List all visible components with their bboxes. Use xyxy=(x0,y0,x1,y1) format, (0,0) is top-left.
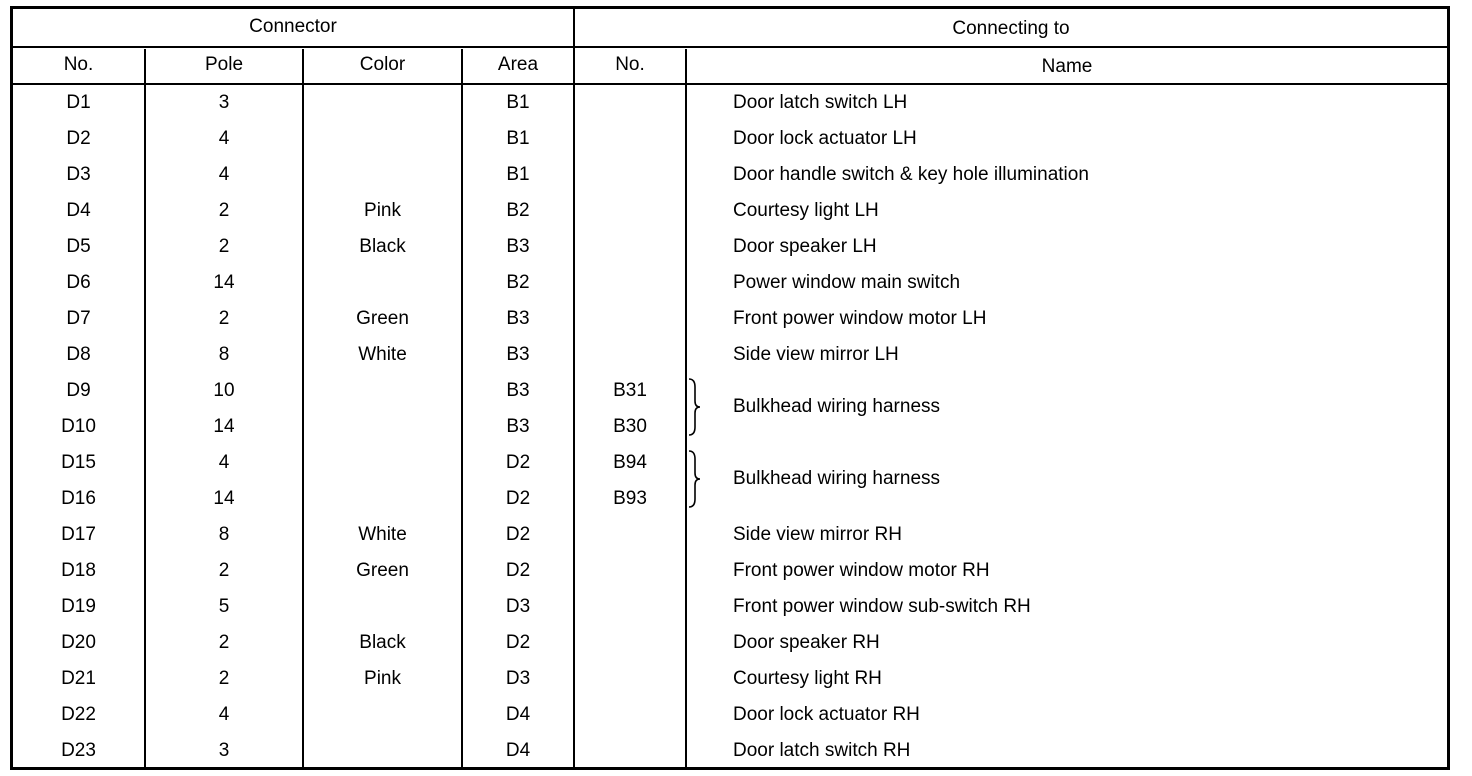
cell-pole: 4 xyxy=(218,128,230,149)
connector-table xyxy=(10,6,1450,770)
cell-conn-no: B93 xyxy=(613,488,647,509)
right-brace-icon xyxy=(685,377,705,437)
cell-color: Black xyxy=(359,236,406,257)
cell-color xyxy=(304,481,461,517)
header-col-name: Name xyxy=(1041,56,1093,77)
brace-group-name: Bulkhead wiring harness xyxy=(733,396,941,417)
cell-conn-no: B94 xyxy=(613,452,647,473)
cell-color: Black xyxy=(359,632,406,653)
cell-pole: 2 xyxy=(218,560,230,581)
cell-name: Door handle switch & key hole illumination xyxy=(733,164,1089,185)
cell-color xyxy=(304,697,461,733)
cell-pole: 8 xyxy=(218,344,230,365)
cell-no: D22 xyxy=(61,704,96,725)
brace-group-name: Bulkhead wiring harness xyxy=(733,468,941,489)
cell-conn-no xyxy=(575,697,685,733)
cell-area: B3 xyxy=(506,416,530,437)
cell-name: Door lock actuator RH xyxy=(733,704,920,725)
cell-pole: 14 xyxy=(213,272,235,293)
cell-conn-no xyxy=(575,589,685,625)
cell-pole: 14 xyxy=(213,416,235,437)
cell-area: D2 xyxy=(505,452,531,473)
cell-no: D23 xyxy=(61,740,96,761)
cell-color: Pink xyxy=(364,668,401,689)
right-brace-icon xyxy=(685,449,705,509)
cell-area: B1 xyxy=(506,164,530,185)
cell-conn-no xyxy=(575,157,685,193)
cell-no: D3 xyxy=(66,164,91,185)
header-col-no: No. xyxy=(63,54,94,75)
cell-no: D17 xyxy=(61,524,96,545)
cell-name: Front power window motor RH xyxy=(733,560,990,581)
cell-area: B1 xyxy=(506,92,530,113)
cell-color xyxy=(304,409,461,445)
cell-no: D7 xyxy=(66,308,91,329)
cell-pole: 4 xyxy=(218,164,230,185)
cell-no: D19 xyxy=(61,596,96,617)
cell-color xyxy=(304,157,461,193)
cell-pole: 3 xyxy=(218,740,230,761)
header-col-color: Color xyxy=(359,54,406,75)
cell-pole: 14 xyxy=(213,488,235,509)
cell-area: B3 xyxy=(506,308,530,329)
cell-conn-no xyxy=(575,553,685,589)
cell-name: Courtesy light LH xyxy=(733,200,879,221)
cell-color xyxy=(304,121,461,157)
cell-area: D3 xyxy=(505,668,531,689)
cell-color: Green xyxy=(356,560,409,581)
cell-pole: 10 xyxy=(213,380,235,401)
cell-conn-no xyxy=(575,85,685,121)
cell-color xyxy=(304,445,461,481)
cell-area: D4 xyxy=(505,704,531,725)
cell-name: Side view mirror LH xyxy=(733,344,899,365)
header-col-area: Area xyxy=(497,54,539,75)
cell-conn-no xyxy=(575,301,685,337)
header-col-pole: Pole xyxy=(204,54,244,75)
cell-color xyxy=(304,373,461,409)
cell-conn-no: B30 xyxy=(613,416,647,437)
cell-no: D9 xyxy=(66,380,91,401)
cell-area: B2 xyxy=(506,272,530,293)
cell-name: Door speaker RH xyxy=(733,632,880,653)
cell-conn-no xyxy=(575,229,685,265)
cell-conn-no xyxy=(575,265,685,301)
cell-name: Door latch switch RH xyxy=(733,740,911,761)
cell-pole: 2 xyxy=(218,632,230,653)
cell-color xyxy=(304,265,461,301)
cell-area: B3 xyxy=(506,380,530,401)
cell-name: Courtesy light RH xyxy=(733,668,882,689)
cell-pole: 4 xyxy=(218,452,230,473)
cell-conn-no xyxy=(575,517,685,553)
cell-conn-no xyxy=(575,661,685,697)
cell-color: Green xyxy=(356,308,409,329)
cell-pole: 8 xyxy=(218,524,230,545)
cell-no: D21 xyxy=(61,668,96,689)
cell-color xyxy=(304,589,461,625)
cell-area: D2 xyxy=(505,524,531,545)
cell-name: Front power window motor LH xyxy=(733,308,987,329)
cell-conn-no xyxy=(575,193,685,229)
cell-name: Door latch switch LH xyxy=(733,92,908,113)
header-connector: Connector xyxy=(249,16,337,37)
cell-conn-no xyxy=(575,337,685,373)
cell-pole: 4 xyxy=(218,704,230,725)
cell-area: D2 xyxy=(505,560,531,581)
cell-area: B1 xyxy=(506,128,530,149)
header-col-conn-no: No. xyxy=(615,54,645,75)
cell-name: Door lock actuator LH xyxy=(733,128,917,149)
cell-no: D16 xyxy=(61,488,96,509)
cell-area: B3 xyxy=(506,236,530,257)
header-connecting-to: Connecting to xyxy=(952,18,1070,39)
cell-no: D2 xyxy=(66,128,91,149)
cell-area: D2 xyxy=(505,488,531,509)
cell-color: White xyxy=(358,344,407,365)
cell-no: D15 xyxy=(61,452,96,473)
cell-pole: 2 xyxy=(218,668,230,689)
cell-name: Door speaker LH xyxy=(733,236,877,257)
cell-pole: 3 xyxy=(218,92,230,113)
cell-color xyxy=(304,733,461,769)
cell-color xyxy=(304,85,461,121)
cell-color: White xyxy=(358,524,407,545)
cell-color: Pink xyxy=(364,200,401,221)
cell-no: D1 xyxy=(66,92,91,113)
cell-conn-no xyxy=(575,121,685,157)
cell-pole: 2 xyxy=(218,236,230,257)
cell-conn-no: B31 xyxy=(613,380,647,401)
cell-no: D6 xyxy=(66,272,91,293)
cell-name: Side view mirror RH xyxy=(733,524,902,545)
cell-no: D8 xyxy=(66,344,91,365)
cell-area: D4 xyxy=(505,740,531,761)
cell-pole: 5 xyxy=(218,596,230,617)
cell-pole: 2 xyxy=(218,308,230,329)
cell-area: D2 xyxy=(505,632,531,653)
cell-area: B2 xyxy=(506,200,530,221)
cell-name: Front power window sub-switch RH xyxy=(733,596,1031,617)
cell-no: D10 xyxy=(61,416,96,437)
cell-area: D3 xyxy=(505,596,531,617)
cell-no: D4 xyxy=(66,200,91,221)
cell-name: Power window main switch xyxy=(733,272,961,293)
cell-no: D20 xyxy=(61,632,96,653)
cell-conn-no xyxy=(575,733,685,769)
cell-conn-no xyxy=(575,625,685,661)
cell-no: D18 xyxy=(61,560,96,581)
cell-pole: 2 xyxy=(218,200,230,221)
cell-area: B3 xyxy=(506,344,530,365)
cell-no: D5 xyxy=(66,236,91,257)
